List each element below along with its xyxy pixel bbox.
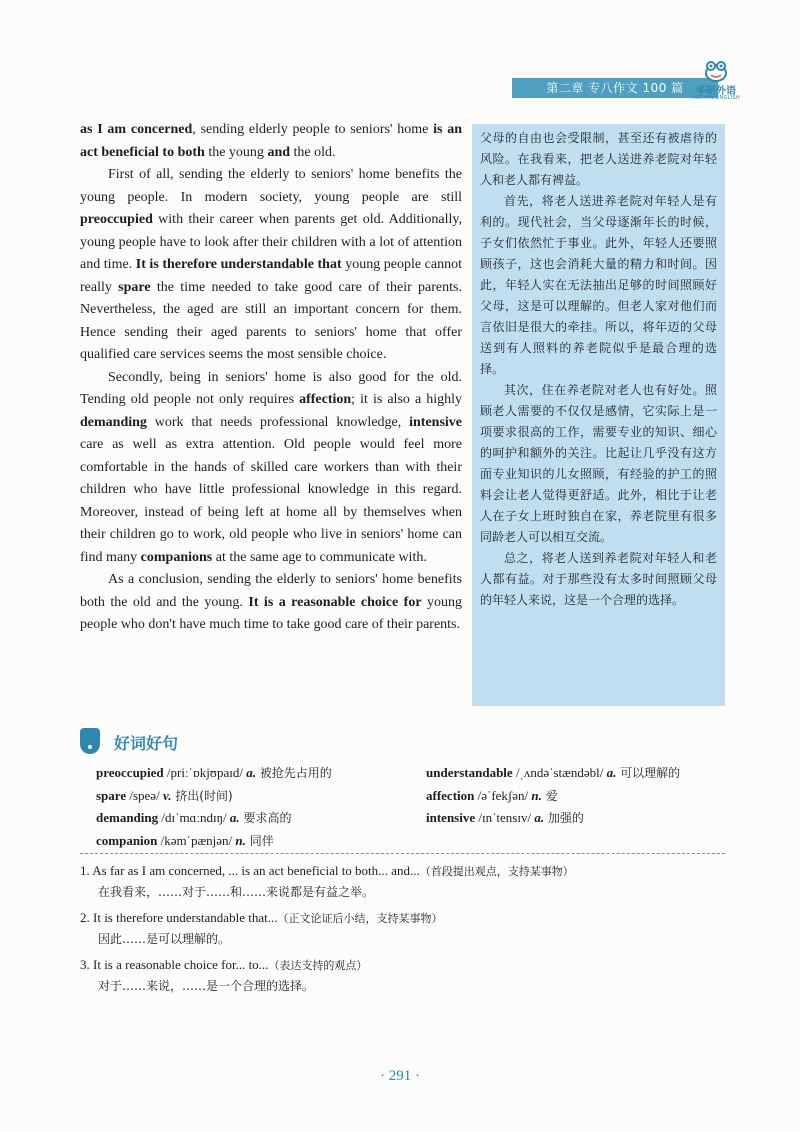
chapter-banner: 第二章 专八作文 100 篇	[512, 78, 718, 98]
sentence-chinese: 在我看来，……对于……和……来说都是有益之举。	[98, 885, 375, 899]
translation-paragraph: 父母的自由也会受限制，甚至还有被虐待的风险。在我看来，把老人送进养老院对年轻人和老人都有裨益。	[480, 131, 717, 187]
translation-paragraph: 首先，将老人送进养老院对年轻人是有利的。现代社会，当父母逐渐年长的时候，子女们依然忙于事业。此外，年轻人还要照顾孩子，这也会消耗大量的精力和时间。因此，年轻人实在无法抽出足够的时间照顾好父母，这是可以理解的。但老人家对他们而言依旧是很大的牵挂。所以，将年迈的父母送到有人照料的养老院似乎是最合理的选择。	[480, 194, 717, 376]
vocab-meaning: 被抢先占用的	[255, 766, 332, 780]
sentence-chinese: 因此……是可以理解的。	[98, 932, 231, 946]
publisher-logo	[686, 60, 746, 104]
sentence-english: 1. As far as I am concerned, ... is an act beneficial to both... and...	[80, 863, 420, 878]
vocab-part-of-speech: n.	[235, 832, 246, 848]
essay-paragraph	[80, 367, 462, 570]
essay-text: young people who don't have much time to take good care of their parents.	[80, 594, 462, 632]
vocab-word: understandable	[426, 765, 513, 780]
vocab-phonetic: /dɪˈmɑːndɪŋ/	[158, 810, 230, 825]
essay-key-phrase: demanding	[80, 414, 147, 430]
essay-text: work that needs professional knowledge,	[146, 414, 410, 430]
essay-text: young people cannot really	[80, 257, 462, 295]
essay-key-phrase: is an act beneficial to both	[80, 122, 462, 160]
essay-text: Secondly, being in seniors' home is also good for the old. Tending old people not only requires	[80, 369, 462, 407]
vocab-phonetic: /əˈfekʃən/	[474, 787, 532, 803]
sentence-item	[80, 907, 730, 950]
essay-text: As a conclusion, sending the elderly to seniors' home benefits both the old and the young.	[80, 572, 462, 610]
vocab-part-of-speech: a.	[534, 810, 545, 825]
vocab-part-of-speech: a.	[606, 765, 617, 780]
vocab-item	[96, 785, 233, 808]
vocab-item	[96, 807, 291, 830]
vocab-item	[426, 785, 558, 808]
vocab-word: spare	[96, 787, 127, 803]
sentence-item	[80, 954, 730, 997]
vocab-meaning: 可以理解的	[616, 766, 681, 780]
sentence-note: （正文论证后小结，支持某事物）	[277, 912, 443, 925]
vocab-word: demanding	[96, 810, 159, 825]
vocab-meaning: 挤出(时间)	[171, 788, 233, 803]
vocab-section-title: 好词好句	[114, 734, 179, 753]
essay-key-phrase: as I am concerned	[80, 122, 193, 137]
essay-text: ; it is also a highly	[351, 392, 462, 407]
sentence-english: 2. It is therefore understandable that...	[80, 910, 278, 925]
essay-body	[80, 119, 462, 637]
essay-key-phrase: and	[267, 144, 291, 160]
essay-paragraph	[80, 164, 462, 367]
vocab-item	[426, 762, 680, 785]
vocab-item	[96, 830, 274, 853]
sentence-chinese: 对于……来说，……是一个合理的选择。	[98, 979, 315, 993]
essay-key-phrase: affection	[299, 392, 352, 407]
sentence-note: （首段提出观点，支持某事物）	[419, 865, 574, 878]
essay-key-phrase: It is therefore understandable that	[135, 257, 342, 272]
page-number: · 291 ·	[380, 1068, 420, 1084]
useful-sentences	[80, 860, 730, 1001]
vocab-word: affection	[426, 787, 475, 803]
vocab-phonetic: /ˌʌndəˈstændəbl/	[512, 765, 607, 780]
chinese-translation-box	[472, 124, 725, 706]
vocab-item	[96, 762, 332, 785]
bookmark-icon	[80, 728, 100, 754]
vocab-phonetic: /kəmˈpænjən/	[157, 832, 236, 848]
essay-text: the old.	[290, 144, 336, 160]
vocab-meaning: 要求高的	[239, 811, 292, 825]
vocab-phonetic: /speə/	[126, 787, 163, 803]
sentence-english: 3. It is a reasonable choice for... to...	[80, 957, 269, 972]
essay-key-phrase: companions	[140, 549, 213, 565]
sentence-note: （表达支持的观点）	[268, 959, 368, 972]
essay-key-phrase: intensive	[409, 414, 462, 430]
vocab-part-of-speech: n.	[531, 787, 542, 803]
essay-text: with their career when parents get old. Additionally, young people have to look after their children with a lot of attention and time.	[80, 212, 462, 272]
vocab-part-of-speech: a.	[229, 810, 240, 825]
essay-text: at the same age to communicate with.	[212, 549, 427, 565]
essay-paragraph	[80, 119, 462, 164]
logo-subtext: HUAYAN ENGLISH	[691, 95, 741, 101]
logo-text: 华研外语	[696, 86, 736, 97]
vocab-phonetic: /ɪnˈtensɪv/	[475, 810, 535, 825]
essay-text: , sending elderly people to seniors' home	[192, 122, 434, 137]
essay-paragraph	[80, 569, 462, 637]
vocab-word: companion	[96, 832, 158, 848]
translation-paragraph: 总之，将老人送到养老院对年轻人和老人都有益。对于那些没有太多时间照顾父母的年轻人来说，这是一个合理的选择。	[480, 551, 717, 607]
vocab-meaning: 加强的	[544, 811, 584, 825]
essay-key-phrase: preoccupied	[80, 212, 153, 227]
vocab-meaning: 爱	[541, 788, 558, 803]
sentence-item	[80, 860, 730, 903]
essay-text: the young	[204, 144, 268, 160]
essay-text: First of all, sending the elderly to seniors' home benefits the young people. In modern society, young people are still	[80, 167, 462, 205]
vocab-meaning: 同伴	[245, 833, 274, 848]
essay-text: the time needed to take good care of their parents. Nevertheless, the aged are still an important concern for them. Hence sending their aged parents to seniors' home that offer qualified care services seems the most sensible choice.	[80, 279, 462, 362]
vocab-phonetic: /priːˈɒkjʊpaɪd/	[163, 765, 247, 780]
essay-key-phrase: spare	[118, 279, 151, 295]
vocab-word: intensive	[426, 810, 476, 825]
frog-logo-icon	[704, 60, 728, 82]
vocab-part-of-speech: v.	[162, 787, 172, 803]
essay-key-phrase: It is a reasonable choice for	[248, 594, 422, 610]
section-divider	[80, 853, 725, 854]
translation-paragraph: 其次，住在养老院对老人也有好处。照顾老人需要的不仅仅是感情，它实际上是一项要求很高的工作，需要专业的知识、细心的呵护和额外的关注。比起让几乎没有这方面专业知识的儿女照顾，有经验的护工的照料会让老人觉得更舒适。此外，相比于让老人在子女上班时独自在家，养老院里有很多同龄老人可以相互交流。	[480, 383, 717, 544]
essay-text: care as well as extra attention. Old people would feel more comfortable in the hands of skilled care workers than with their children who have little professional knowledge in this regard. Moreover, instead of being left at home all by themselves when their children go to work, old people who live in seniors' home can find many	[80, 437, 462, 565]
vocab-word: preoccupied	[96, 765, 164, 780]
vocab-item	[426, 807, 584, 830]
vocab-part-of-speech: a.	[246, 765, 256, 780]
